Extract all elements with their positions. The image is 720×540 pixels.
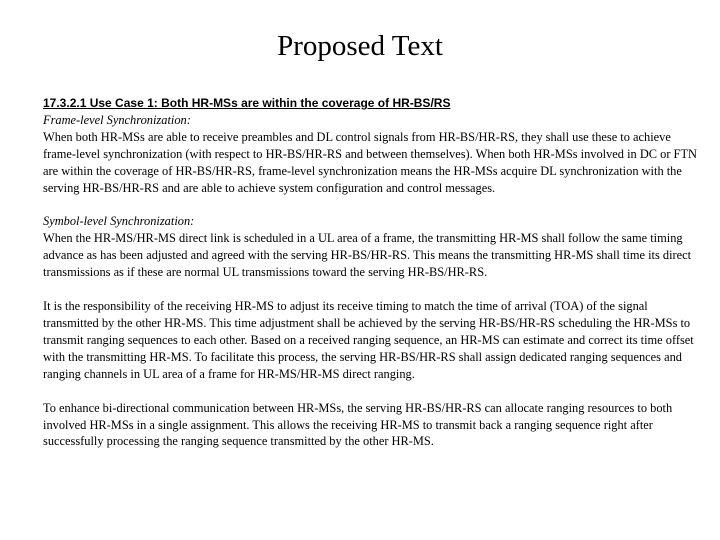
responsibility-paragraph: It is the responsibility of the receiving HR-MS to adjust its receive timing to match the time of arrival (TOA) of the signal transmitted by the other HR-MS. This time adjustment shall be achieved by the serving HR-BS/HR-RS scheduling the HR-MSs to transmit ranging sequences to each other. Based on a received ranging sequence, an HR-MS can estimate and correct its time offset with the transmitting HR-MS. To facilitate this process, the serving HR-BS/HR-RS shall assign dedicated ranging sequences and ranging channels in UL area of a frame for HR-MS/HR-MS direct ranging. [43,299,694,381]
symbol-level-paragraph: When the HR-MS/HR-MS direct link is scheduled in a UL area of a frame, the transmitting HR-MS shall follow the same timing advance as has been adjusted and agreed with the serving HR-BS/HR-RS. This means the transmitting HR-MS shall time its direct transmissions as if these are normal UL transmissions toward the serving HR-BS/HR-RS. [43,231,692,280]
paragraph-gap [43,196,703,213]
paragraph-gap [43,383,703,400]
bidirectional-paragraph: To enhance bi-directional communication between HR-MSs, the serving HR-BS/HR-RS can allocate ranging resources to both involved HR-MSs in a single assignment. This allows the receiving HR-MS to transmit back a ranging sequence right after successfully processing the ranging sequence transmitted by the other HR-MS. [43,400,673,449]
document-body [43,95,703,450]
slide-title: Proposed Text [277,30,443,62]
frame-level-subheading: Frame-level Synchronization: [43,112,191,127]
symbol-level-subheading: Symbol-level Synchronization: [43,214,195,229]
frame-level-paragraph: When both HR-MSs are able to receive preambles and DL control signals from HR-BS/HR-RS, they shall use these to achieve frame-level synchronization (with respect to HR-BS/HR-RS and between themselves). When both HR-MSs involved in DC or FTN are within the coverage of HR-BS/HR-RS, frame-level synchronization means the HR-MSs acquire DL synchronization with the serving HR-BS/HR-RS and are able to achieve system configuration and control messages. [43,129,697,195]
section-heading: 17.3.2.1 Use Case 1: Both HR-MSs are within the coverage of HR-BS/RS [43,96,451,110]
paragraph-gap [43,281,703,298]
